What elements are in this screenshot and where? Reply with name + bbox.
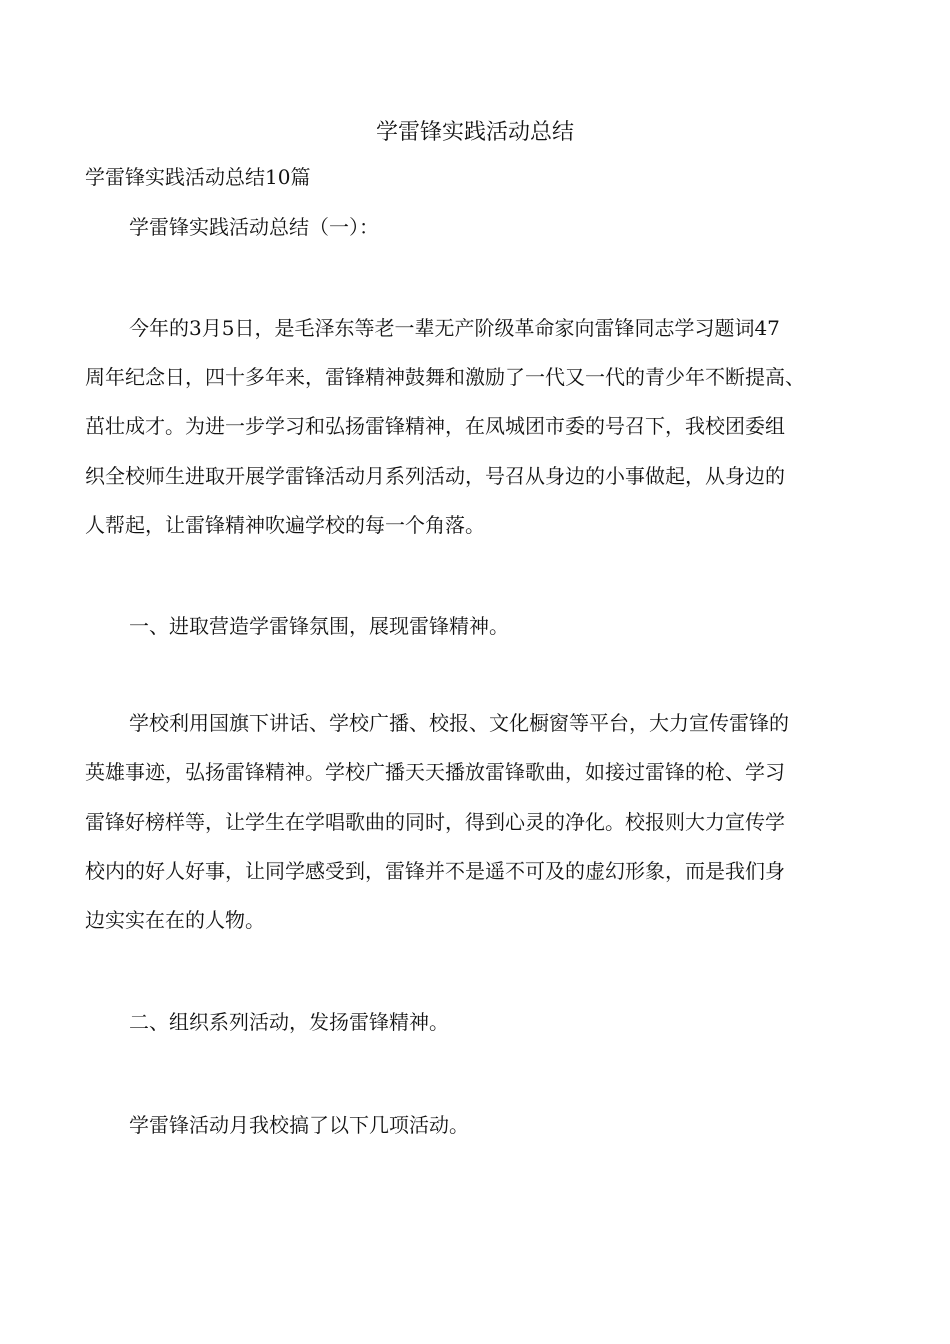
paragraph-line: 英雄事迹，弘扬雷锋精神。学校广播天天播放雷锋歌曲，如接过雷锋的枪、学习 [85,760,785,784]
paragraph-line: 雷锋好榜样等，让学生在学唱歌曲的同时，得到心灵的净化。校报则大力宣传学 [85,810,785,834]
section-heading: 学雷锋实践活动总结（一）： [129,215,379,239]
point-1-heading: 一、进取营造学雷锋氛围，展现雷锋精神。 [129,614,509,638]
document-title: 学雷锋实践活动总结 [375,120,574,145]
paragraph-line: 校内的好人好事，让同学感受到，雷锋并不是遥不可及的虚幻形象，而是我们身 [85,859,785,883]
paragraph-line: 学校利用国旗下讲话、学校广播、校报、文化橱窗等平台，大力宣传雷锋的 [129,711,789,735]
document-subtitle: 学雷锋实践活动总结10篇 [85,165,311,189]
paragraph-line: 周年纪念日，四十多年来，雷锋精神鼓舞和激励了一代又一代的青少年不断提高、 [85,365,805,389]
paragraph-line: 人帮起，让雷锋精神吹遍学校的每一个角落。 [85,513,485,537]
paragraph-line: 织全校师生进取开展学雷锋活动月系列活动，号召从身边的小事做起，从身边的 [85,464,785,488]
paragraph-line: 边实实在在的人物。 [85,908,265,932]
point-2-heading: 二、组织系列活动，发扬雷锋精神。 [129,1010,449,1034]
paragraph-line: 今年的3月5日，是毛泽东等老一辈无产阶级革命家向雷锋同志学习题词47 [129,316,780,340]
paragraph-line: 茁壮成才。为进一步学习和弘扬雷锋精神，在凤城团市委的号召下，我校团委组 [85,414,785,438]
paragraph-3: 学雷锋活动月我校搞了以下几项活动。 [129,1113,469,1137]
